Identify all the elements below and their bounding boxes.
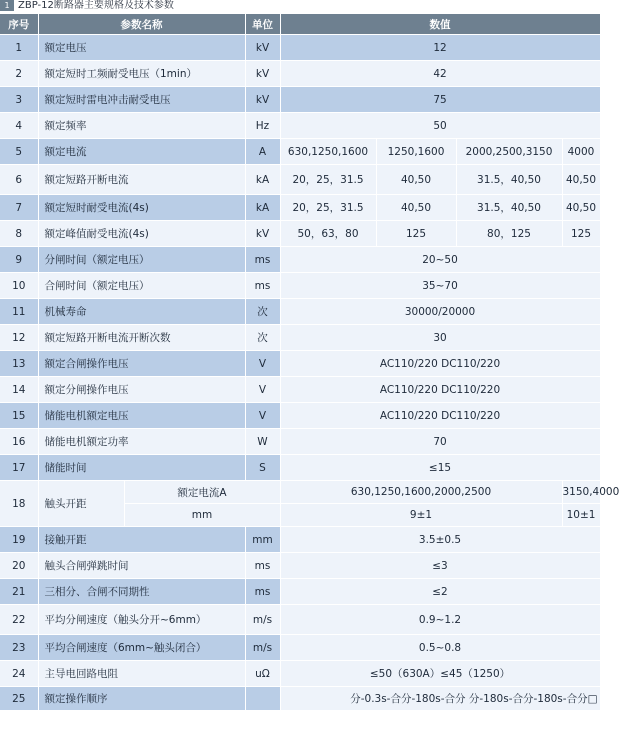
row-unit: kV [245,87,280,113]
row-seq: 8 [0,221,38,247]
row-value-group-4: 4000 [562,139,600,165]
row-seq: 17 [0,455,38,481]
table-row [0,221,600,247]
row-value: 42 [280,61,600,87]
row-value-bottom-1: 9±1 [280,504,562,527]
row-seq: 10 [0,273,38,299]
table-row [0,299,600,325]
row-value-group-2: 125 [376,221,456,247]
row-value-group-4: 40,50 [562,165,600,195]
row-seq: 14 [0,377,38,403]
row-seq: 24 [0,661,38,687]
row-value: 12 [280,35,600,61]
table-row [0,351,600,377]
row-name: 储能时间 [38,455,245,481]
table-row [0,403,600,429]
row-unit [245,687,280,711]
row-seq: 22 [0,605,38,635]
row-seq: 25 [0,687,38,711]
row-unit: Hz [245,113,280,139]
row-name: 平均分闸速度（触头分开~6mm） [38,605,245,635]
row-unit: m/s [245,605,280,635]
row-seq: 13 [0,351,38,377]
row-unit: V [245,377,280,403]
row-value: 30000/20000 [280,299,600,325]
row-name: 额定峰值耐受电流(4s) [38,221,245,247]
table-row [0,87,600,113]
row-sub-label-bottom: mm [124,504,280,527]
table-row [0,139,600,165]
row-unit: 次 [245,299,280,325]
row-seq: 16 [0,429,38,455]
row-value-group-2: 40,50 [376,165,456,195]
row-name: 额定短时工频耐受电压（1min） [38,61,245,87]
row-value: 30 [280,325,600,351]
row-name: 接触开距 [38,527,245,553]
table-row [0,635,600,661]
row-seq: 19 [0,527,38,553]
header-row [0,14,600,35]
caption-number: 1 [0,0,14,11]
table-row [0,455,600,481]
row-value: AC110/220 DC110/220 [280,377,600,403]
row-unit: V [245,351,280,377]
row-value: 0.9~1.2 [280,605,600,635]
row-value: ≤2 [280,579,600,605]
row-value: 70 [280,429,600,455]
row-unit: kV [245,61,280,87]
row-value-group-2: 1250,1600 [376,139,456,165]
table-row [0,605,600,635]
row-value-group-1: 20，25，31.5 [280,195,376,221]
row-value: 50 [280,113,600,139]
row-name: 三相分、合闸不同期性 [38,579,245,605]
row-unit: m/s [245,635,280,661]
row-name: 分闸时间（额定电压） [38,247,245,273]
row-value-group-2: 40,50 [376,195,456,221]
row-value: 3.5±0.5 [280,527,600,553]
row-value-group-3: 2000,2500,3150 [456,139,562,165]
row-value-group-1: 20，25，31.5 [280,165,376,195]
row-value-group-3: 31.5，40,50 [456,195,562,221]
row-seq: 2 [0,61,38,87]
row-name: 额定合闸操作电压 [38,351,245,377]
table-caption [0,0,600,12]
table-row [0,429,600,455]
row-value: 75 [280,87,600,113]
row-name: 额定操作顺序 [38,687,245,711]
row-name: 额定短路开断电流 [38,165,245,195]
row-name: 合闸时间（额定电压） [38,273,245,299]
row-value: 35~70 [280,273,600,299]
row-unit: ms [245,273,280,299]
table-row [0,687,600,711]
row-unit: ms [245,579,280,605]
table-row [0,579,600,605]
row-name: 额定分闸操作电压 [38,377,245,403]
row-unit: W [245,429,280,455]
row-name: 额定短路开断电流开断次数 [38,325,245,351]
header-name: 参数名称 [38,14,245,35]
table-row [0,527,600,553]
table-row [0,247,600,273]
row-seq: 20 [0,553,38,579]
row-name: 触头合闸弹跳时间 [38,553,245,579]
row-name: 主导电回路电阻 [38,661,245,687]
row-seq: 3 [0,87,38,113]
row-unit: mm [245,527,280,553]
row-seq: 4 [0,113,38,139]
row-name: 额定短时雷电冲击耐受电压 [38,87,245,113]
table-row [0,273,600,299]
table-row [0,553,600,579]
row-name: 额定电压 [38,35,245,61]
row-seq: 6 [0,165,38,195]
row-name: 额定电流 [38,139,245,165]
row-seq: 9 [0,247,38,273]
row-name: 储能电机额定功率 [38,429,245,455]
header-unit: 单位 [245,14,280,35]
spec-table [0,14,619,711]
table-row [0,35,600,61]
table-row [0,661,600,687]
row-unit: V [245,403,280,429]
row-unit: ms [245,247,280,273]
row-value-group-4: 40,50 [562,195,600,221]
row-unit: uΩ [245,661,280,687]
row-name: 额定短时耐受电流(4s) [38,195,245,221]
row-value: 20~50 [280,247,600,273]
row-seq: 12 [0,325,38,351]
row-seq: 5 [0,139,38,165]
row-name: 平均合闸速度（6mm~触头闭合） [38,635,245,661]
row-value: AC110/220 DC110/220 [280,403,600,429]
header-value: 数值 [280,14,600,35]
table-row [0,325,600,351]
row-unit: S [245,455,280,481]
row-name: 触头开距 [38,481,124,527]
row-value-bottom-2: 10±1 [562,504,600,527]
row-value: AC110/220 DC110/220 [280,351,600,377]
row-value-group-1: 630,1250,1600 [280,139,376,165]
row-unit: kV [245,221,280,247]
row-unit: kV [245,35,280,61]
row-unit: A [245,139,280,165]
row-value: 0.5~0.8 [280,635,600,661]
row-sub-label-top: 额定电流A [124,481,280,504]
table-row [0,61,600,87]
table-row [0,377,600,403]
row-seq: 18 [0,481,38,527]
row-value: ≤3 [280,553,600,579]
row-seq: 11 [0,299,38,325]
row-value-group-3: 31.5，40,50 [456,165,562,195]
caption-title: ZBP-12断路器主要规格及技术参数 [18,0,174,11]
row-value: ≤15 [280,455,600,481]
row-value-top-1: 630,1250,1600,2000,2500 [280,481,562,504]
row-name: 储能电机额定电压 [38,403,245,429]
table-row [0,113,600,139]
row-unit: ms [245,553,280,579]
row-value-top-2: 3150,4000 [562,481,600,504]
row-seq: 21 [0,579,38,605]
table-row [0,481,600,504]
row-name: 机械寿命 [38,299,245,325]
row-value: ≤50（630A）≤45（1250） [280,661,600,687]
row-value-group-3: 80，125 [456,221,562,247]
row-unit: kA [245,195,280,221]
row-seq: 7 [0,195,38,221]
row-unit: kA [245,165,280,195]
row-seq: 1 [0,35,38,61]
row-value-group-1: 50，63，80 [280,221,376,247]
row-seq: 15 [0,403,38,429]
table-row [0,195,600,221]
table-row [0,165,600,195]
row-unit: 次 [245,325,280,351]
row-seq: 23 [0,635,38,661]
header-seq: 序号 [0,14,38,35]
row-name: 额定频率 [38,113,245,139]
row-value: 分-0.3s-合分-180s-合分 分-180s-合分-180s-合分□ [280,687,600,711]
row-value-group-4: 125 [562,221,600,247]
